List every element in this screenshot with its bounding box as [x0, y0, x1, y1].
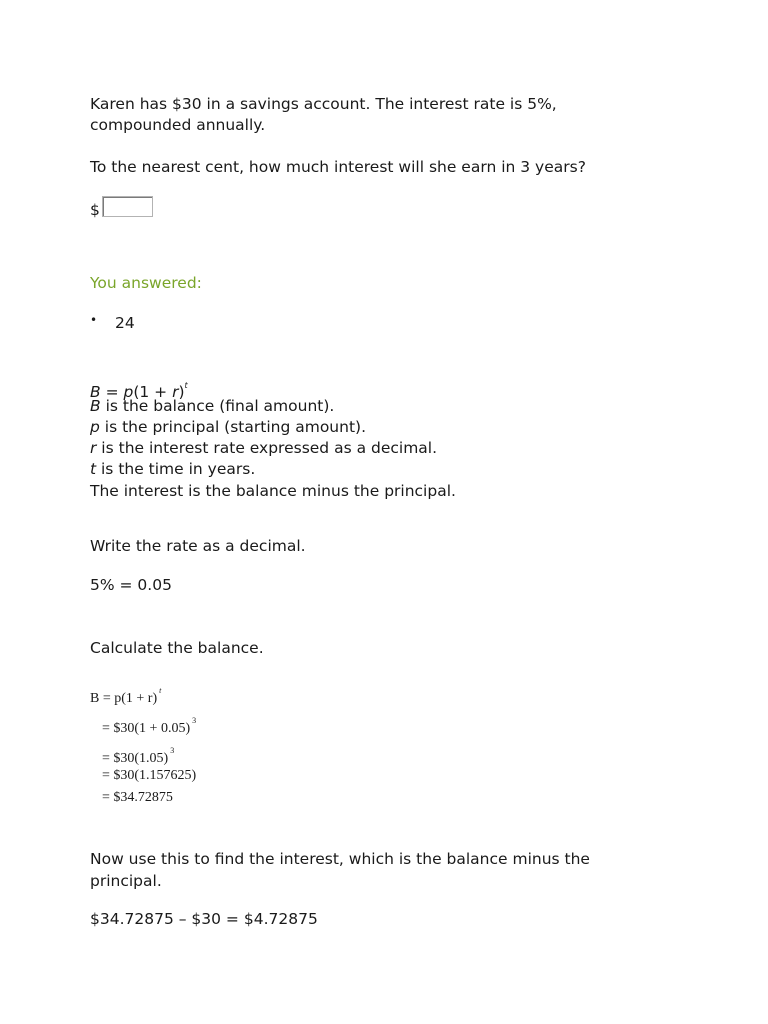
balance-line-5: = $34.72875 [102, 790, 173, 805]
def-text: is the balance (final amount). [100, 397, 335, 415]
formula-close: ) [178, 383, 185, 401]
def-var: p [90, 418, 100, 436]
bullet-icon: • [90, 313, 98, 327]
currency-prefix: $ [90, 201, 100, 219]
question-prompt: To the nearest cent, how much interest will she earn in 3 years? [90, 158, 586, 176]
formula-var-b: B [90, 383, 101, 401]
you-answered-heading: You answered: [90, 274, 202, 292]
step-rate-result: 5% = 0.05 [90, 576, 172, 594]
step-interest-line-2: principal. [90, 872, 162, 890]
def-var: B [90, 397, 101, 415]
def-var: t [90, 460, 97, 478]
balance-line-exp: 3 [170, 746, 175, 755]
balance-line-2 [102, 712, 196, 738]
formula-equals: = [100, 383, 124, 401]
question-text-line-1: Karen has $30 in a savings account. The interest rate is 5%, [90, 95, 557, 113]
definition-rate [90, 438, 437, 459]
definition-balance [90, 396, 334, 417]
balance-line-4: = $30(1.157625) [102, 768, 197, 783]
step-rate-title: Write the rate as a decimal. [90, 537, 306, 555]
balance-line-text: = $30(1.05) [102, 751, 169, 766]
step-interest-result: $34.72875 – $30 = $4.72875 [90, 910, 318, 928]
balance-line-exp: t [159, 686, 162, 695]
step-interest-line-1: Now use this to find the interest, which is the balance minus the [90, 850, 590, 868]
balance-line-exp: 3 [192, 716, 197, 725]
def-text: is the time in years. [96, 460, 256, 478]
balance-line-1 [90, 682, 161, 708]
formula-open: (1 + [133, 383, 173, 401]
submitted-answer: 24 [115, 314, 135, 332]
formula-var-p: p [123, 383, 134, 401]
balance-line-text: = $30(1 + 0.05) [102, 721, 191, 736]
step-balance-title: Calculate the balance. [90, 639, 264, 657]
definition-time [90, 459, 255, 480]
definition-principal [90, 417, 366, 438]
balance-line-3 [102, 742, 174, 768]
def-var: r [90, 439, 97, 457]
def-text: is the principal (starting amount). [99, 418, 367, 436]
balance-line-text: B = p(1 + r) [90, 691, 158, 706]
interest-note: The interest is the balance minus the principal. [90, 482, 456, 500]
def-text: is the interest rate expressed as a decimal. [96, 439, 438, 457]
formula-exponent: t [184, 381, 188, 390]
question-text-line-2: compounded annually. [90, 116, 266, 134]
formula-var-r: r [172, 383, 179, 401]
answer-input[interactable] [102, 196, 153, 217]
